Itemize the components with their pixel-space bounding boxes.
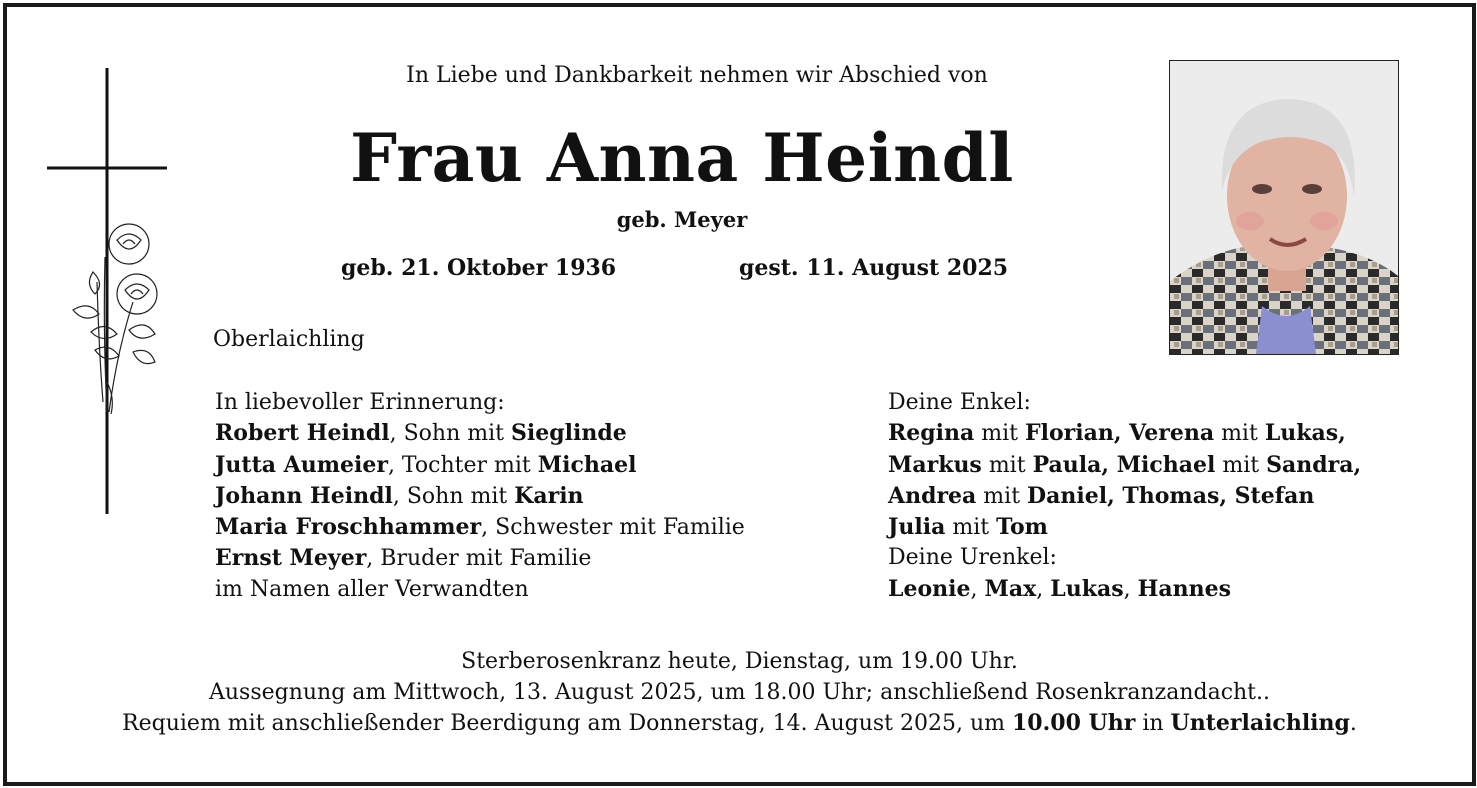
grandchildren-row: Markus mit Paula, Michael mit Sandra, (888, 451, 1362, 478)
hometown: Oberlaichling (213, 327, 365, 352)
deceased-name: Frau Anna Heindl (350, 119, 1014, 197)
grandchildren-heading: Deine Enkel: (888, 390, 1031, 415)
death-date: gest. 11. August 2025 (739, 255, 1009, 281)
great-grandchildren-heading: Deine Urenkel: (888, 545, 1057, 571)
family-heading: In liebevoller Erinnerung: (215, 390, 505, 415)
obituary-frame (3, 3, 1476, 786)
service-details (7, 647, 1472, 740)
requiem-info: Requiem mit anschließender Beerdigung am Donnerstag, 14. August 2025, um 10.00 Uhr in Unterlaichling. (122, 710, 1357, 736)
great-grandchildren-row: Leonie, Max, Lukas, Hannes (888, 575, 1232, 602)
family-row: Maria Froschhammer, Schwester mit Familie (215, 514, 745, 541)
blessing-info: Aussegnung am Mittwoch, 13. August 2025, um 18.00 Uhr; anschließend Rosenkranzandacht.. (208, 679, 1271, 705)
grandchildren-row: Andrea mit Daniel, Thomas, Stefan (888, 482, 1315, 509)
family-row: Ernst Meyer, Bruder mit Familie (215, 545, 592, 572)
family-list-right (888, 388, 1361, 605)
birth-date: geb. 21. Oktober 1936 (341, 255, 617, 281)
family-list-left (215, 388, 745, 605)
family-row: Johann Heindl, Sohn mit Karin (215, 482, 584, 509)
family-row: Robert Heindl, Sohn mit Sieglinde (215, 420, 627, 447)
grandchildren-row: Regina mit Florian, Verena mit Lukas, (888, 420, 1346, 447)
maiden-name: geb. Meyer (616, 207, 748, 232)
intro-text: In Liebe und Dankbarkeit nehmen wir Abschied von (406, 63, 988, 88)
family-row: Jutta Aumeier, Tochter mit Michael (215, 451, 637, 478)
rosary-info: Sterberosenkranz heute, Dienstag, um 19.00 Uhr. (461, 649, 1018, 674)
grandchildren-row: Julia mit Tom (888, 514, 1048, 541)
portrait-photo (1169, 60, 1399, 355)
family-closing: im Namen aller Verwandten (215, 576, 529, 602)
